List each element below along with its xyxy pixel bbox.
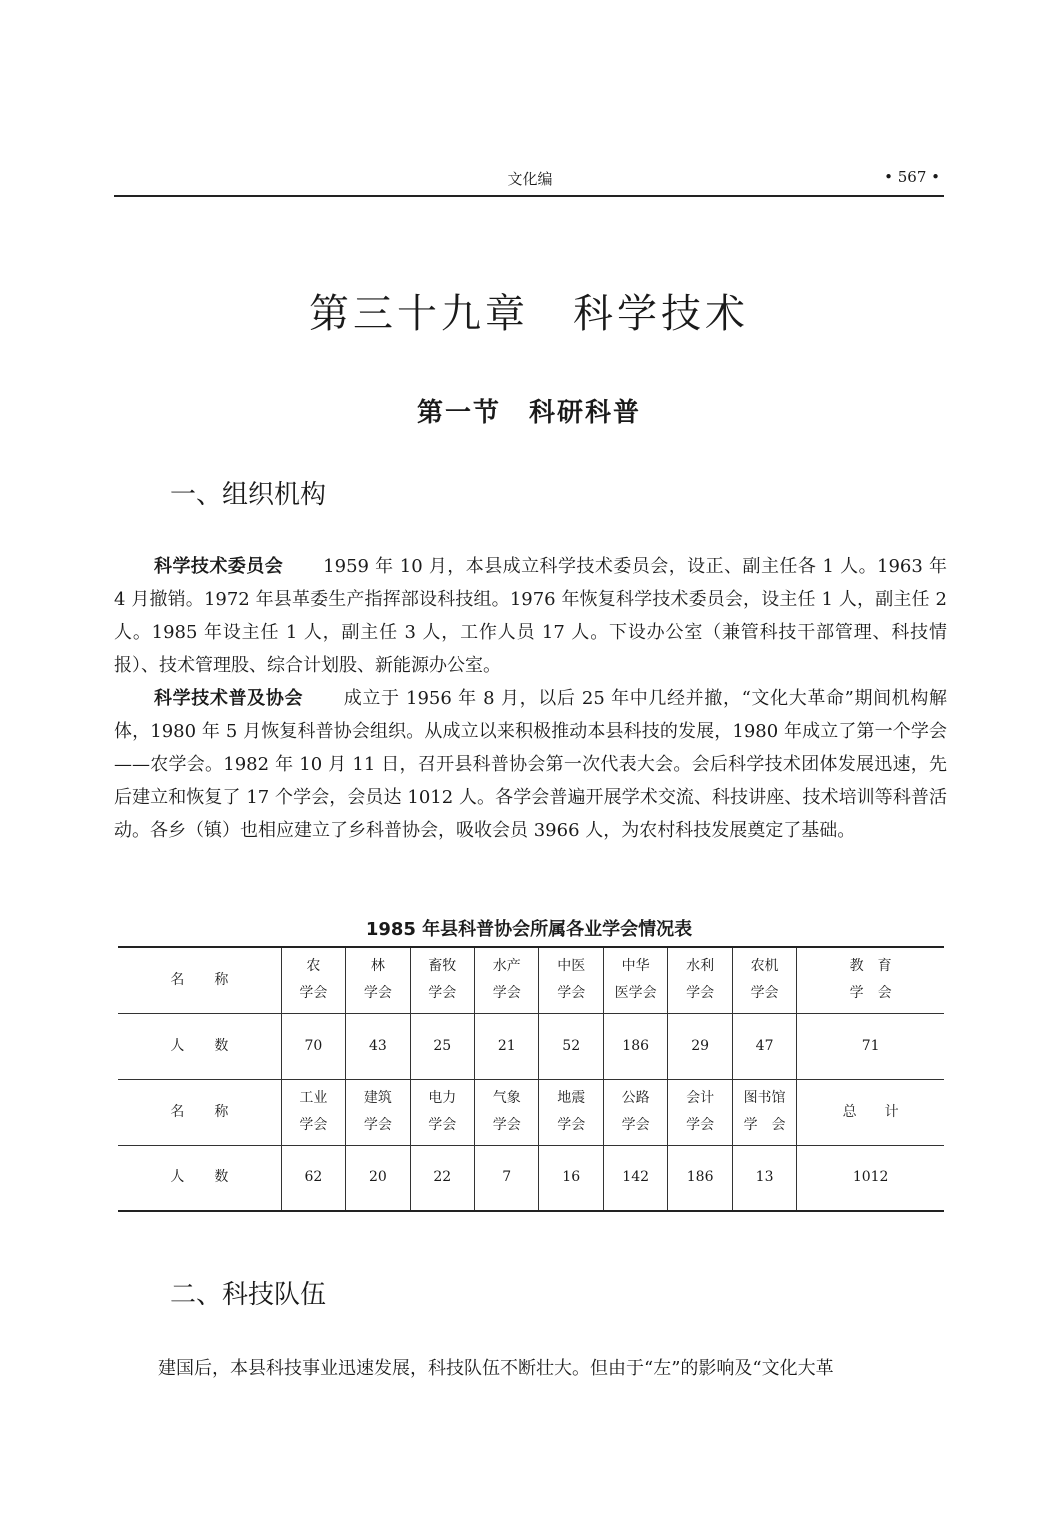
- subsection-heading-tech-team: 二、科技队伍: [170, 1280, 327, 1310]
- member-count: 71: [797, 1013, 944, 1079]
- society-name: 建筑 学会: [346, 1079, 410, 1145]
- society-name: 工业 学会: [281, 1079, 345, 1145]
- row-label: 人数: [118, 1013, 281, 1079]
- table-row: [118, 1013, 944, 1079]
- subsection-heading-organization: 一、组织机构: [170, 480, 327, 510]
- society-name: 教 育 学 会: [797, 947, 944, 1013]
- member-count: 43: [346, 1013, 410, 1079]
- society-name: 农 学会: [281, 947, 345, 1013]
- header-rule: [114, 195, 944, 197]
- member-count-total: 1012: [797, 1145, 944, 1211]
- society-name: 中医 学会: [539, 947, 603, 1013]
- running-header-title: 文化编: [507, 170, 553, 188]
- paragraph-lead: 科学技术普及协会: [154, 688, 304, 709]
- paragraph-tech-team: 建国后，本县科技事业迅速发展，科技队伍不断壮大。但由于“左”的影响及“文化大革: [158, 1358, 834, 1379]
- society-name: 林 学会: [346, 947, 410, 1013]
- society-name: 地震 学会: [539, 1079, 603, 1145]
- page-number: • 567 •: [884, 168, 940, 186]
- member-count: 25: [410, 1013, 474, 1079]
- society-name: 水利 学会: [668, 947, 732, 1013]
- paragraph-sci-tech-committee: [114, 550, 947, 682]
- member-count: 186: [603, 1013, 667, 1079]
- member-count: 142: [603, 1145, 667, 1211]
- row-label: 人数: [118, 1145, 281, 1211]
- table-title: 1985 年县科普协会所属各业学会情况表: [365, 919, 693, 940]
- member-count: 22: [410, 1145, 474, 1211]
- member-count: 62: [281, 1145, 345, 1211]
- paragraph-sci-popularization: [114, 682, 947, 847]
- member-count: 29: [668, 1013, 732, 1079]
- member-count: 52: [539, 1013, 603, 1079]
- member-count: 13: [732, 1145, 796, 1211]
- chapter-title: 第三十九章 科学技术: [309, 291, 749, 337]
- society-name: 中华 医学会: [603, 947, 667, 1013]
- society-membership-table: [118, 946, 944, 1212]
- member-count: 21: [475, 1013, 539, 1079]
- society-name: 农机 学会: [732, 947, 796, 1013]
- society-name: 水产 学会: [475, 947, 539, 1013]
- member-count: 70: [281, 1013, 345, 1079]
- member-count: 16: [539, 1145, 603, 1211]
- section-title: 第一节 科研科普: [416, 398, 641, 428]
- table-row: [118, 1079, 944, 1145]
- society-name: 图书馆 学 会: [732, 1079, 796, 1145]
- society-name: 畜牧 学会: [410, 947, 474, 1013]
- society-name: 电力 学会: [410, 1079, 474, 1145]
- paragraph-text: 成立于 1956 年 8 月，以后 25 年中几经并撤，“文化大革命”期间机构解体，1980 年 5 月恢复科普协会组织。从成立以来积极推动本县科技的发展，1980 年成立了第一个学会——农学会。1982 年 10 月 11 日，召开县科普协会第一次代表大会。会后科学技术团体发展迅速，先后建立和恢复了 17 个学会，会员达 1012 人。各学会普遍开展学术交流、科技讲座、技术培训等科普活动。各乡（镇）也相应建立了乡科普协会，吸收会员 3966 人，为农村科技发展奠定了基础。: [114, 688, 947, 841]
- paragraph-text: 1959 年 10 月，本县成立科学技术委员会，设正、副主任各 1 人。1963 年 4 月撤销。1972 年县革委生产指挥部设科技组。1976 年恢复科学技术委员会，设主任 1 人，副主任 2 人。1985 年设主任 1 人，副主任 3 人，工作人员 17 人。下设办公室（兼管科技干部管理、科技情报）、技术管理股、综合计划股、新能源办公室。: [114, 556, 948, 676]
- society-name: 气象 学会: [475, 1079, 539, 1145]
- member-count: 20: [346, 1145, 410, 1211]
- society-name: 会计 学会: [668, 1079, 732, 1145]
- paragraph-lead: 科学技术委员会: [154, 556, 284, 577]
- row-label: 名称: [118, 1079, 281, 1145]
- member-count: 7: [475, 1145, 539, 1211]
- table-row: [118, 1145, 944, 1211]
- member-count: 186: [668, 1145, 732, 1211]
- member-count: 47: [732, 1013, 796, 1079]
- society-name: 公路 学会: [603, 1079, 667, 1145]
- total-label: 总 计: [797, 1079, 944, 1145]
- table-row: [118, 947, 944, 1013]
- row-label: 名称: [118, 947, 281, 1013]
